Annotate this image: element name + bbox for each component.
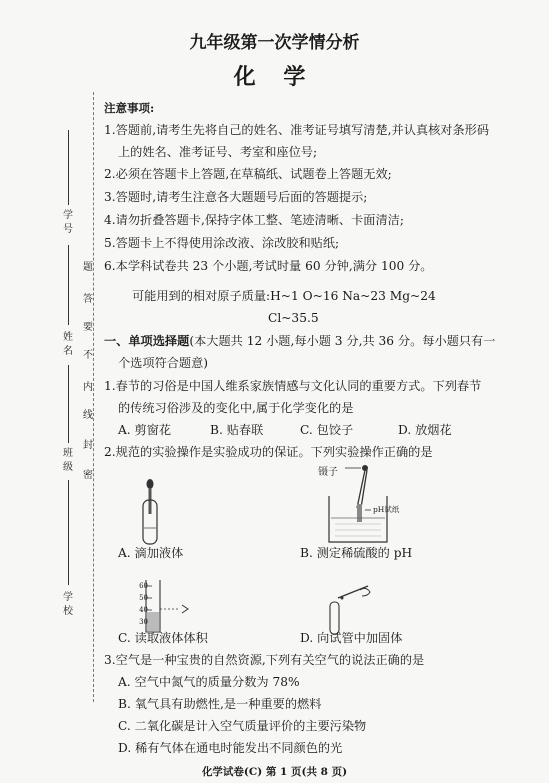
figure-add-solid [320,584,380,636]
q1-option-a: A. 剪窗花 [118,423,172,437]
q2-stem: 2.规范的实验操作是实验成功的保证。下列实验操作正确的是 [104,445,433,459]
student-id-line [68,130,69,205]
section1-desc-1: (本大题共 12 小题,每小题 3 分,共 36 分。每小题只有一 [189,334,496,348]
class-line [68,365,69,443]
student-id-label-1: 学 [63,210,73,221]
q3-option-a: A. 空气中氮气的质量分数为 78% [118,675,300,689]
q1-option-d: D. 放烟花 [398,423,452,437]
class-label-1: 班 [63,448,73,459]
tick-30: 30 [139,618,148,626]
school-line [68,480,69,585]
student-id-label-2: 号 [63,224,73,235]
label-ph-paper: pH试纸 [373,505,400,514]
seal-char-8: 密 [83,470,93,481]
q3-option-b: B. 氧气具有助燃性,是一种重要的燃料 [118,697,322,711]
q2-option-a: A. 滴加液体 [118,546,184,560]
q2-option-d: D. 向试管中加固体 [300,631,403,645]
q3-option-c: C. 二氧化碳是计入空气质量评价的主要污染物 [118,719,367,733]
note-item-1: 1.答题前,请考生先将自己的姓名、准考证号填写清楚,并认真核对条形码 [104,123,490,137]
seal-char-6: 线 [83,410,93,421]
section1-desc-2: 个选项符合题意) [118,356,209,370]
q1-option-b: B. 贴春联 [210,423,264,437]
q1-stem-1: 1.春节的习俗是中国人维系家族情感与文化认同的重要方式。下列春节 [104,379,482,393]
seal-char-3: 要 [83,322,93,333]
page-footer: 化学试卷(C) 第 1 页(共 8 页) [201,766,348,778]
seal-char-7: 封 [83,440,93,451]
note-item-1-cont: 上的姓名、准考证号、考室和座位号; [118,145,318,159]
school-label-1: 学 [63,592,73,603]
tick-40: 40 [139,606,148,614]
atomic-masses-line-2: Cl~35.5 [268,311,319,325]
class-label-2: 级 [63,462,73,473]
cylinder-ticks [136,580,148,628]
seal-char-4: 不 [83,350,93,361]
exam-title: 九年级第一次学情分析 [189,33,360,53]
q3-stem: 3.空气是一种宝贵的自然资源,下列有关空气的说法正确的是 [104,653,425,667]
name-line [68,245,69,325]
q2-option-c: C. 读取液体体积 [118,631,208,645]
q1-stem-2: 的传统习俗涉及的变化中,属于化学变化的是 [118,401,354,415]
school-label-2: 校 [63,606,73,617]
name-label-1: 姓 [63,332,73,343]
seal-char-5: 内 [83,382,93,393]
q2-option-b: B. 测定稀硫酸的 pH [300,546,413,560]
tick-60: 60 [139,582,148,590]
q3-option-d: D. 稀有气体在通电时能发出不同颜色的光 [118,741,343,755]
atomic-masses-line-1: 可能用到的相对原子质量:H~1 O~16 Na~23 Mg~24 [132,289,436,303]
tick-50: 50 [139,594,148,602]
section1-heading: 一、单项选择题 [104,334,190,348]
seal-char-2: 答 [83,294,93,305]
note-item-4: 4.请勿折叠答题卡,保持字体工整、笔迹清晰、卡面清洁; [104,213,404,227]
q1-option-c: C. 包饺子 [300,423,354,437]
note-item-6: 6.本学科试卷共 23 个小题,考试时量 60 分钟,满分 100 分。 [104,259,433,273]
note-item-5: 5.答题卡上不得使用涂改液、涂改胶和贴纸; [104,236,340,250]
seal-char-1: 题 [83,262,93,273]
name-label-2: 名 [63,346,73,357]
notes-heading: 注意事项: [104,101,155,115]
subject-title: 化 学 [233,64,316,90]
label-tweezers: 镊子 [318,467,338,478]
note-item-3: 3.答题时,请考生注意各大题题号后面的答题提示; [104,190,368,204]
figure-dropping-liquid [130,478,170,546]
section1-header [104,333,495,349]
binding-dashed-line [93,92,94,702]
note-item-2: 2.必须在答题卡上答题,在草稿纸、试题卷上答题无效; [104,167,392,181]
